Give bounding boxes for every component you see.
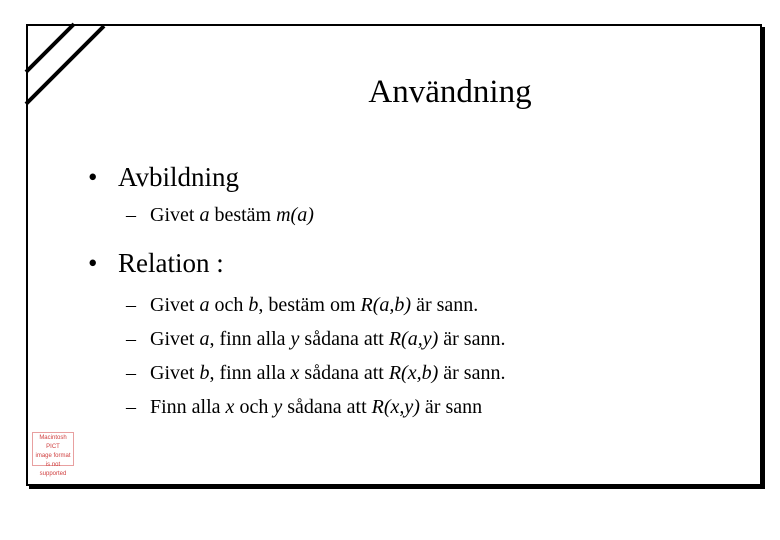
italic-term: b — [199, 362, 210, 384]
text-segment: är sann. — [438, 328, 506, 350]
text-segment: är sann. — [411, 294, 479, 316]
bullet-relation — [88, 246, 505, 424]
text-segment: är sann — [419, 396, 483, 418]
italic-term: R(a,b) — [360, 294, 412, 316]
text-segment: Givet — [150, 362, 200, 384]
slide-title: Användning — [368, 74, 532, 110]
placeholder-line: image format — [35, 453, 71, 459]
text-segment: sådana att — [282, 396, 372, 418]
sub-item-marker: – — [126, 204, 136, 226]
italic-term: b — [248, 294, 259, 316]
sub-list — [118, 198, 505, 232]
sub-list — [118, 288, 505, 424]
italic-term: a — [199, 328, 210, 350]
italic-term: a — [199, 204, 210, 226]
text-segment: Givet — [150, 328, 200, 350]
italic-term: y — [290, 328, 300, 350]
text-segment: , bestäm om — [258, 294, 361, 316]
italic-term: x — [290, 362, 300, 384]
bullet-avbildning — [88, 160, 505, 232]
text-segment: Givet — [150, 204, 200, 226]
text-segment: bestäm — [209, 204, 277, 226]
text-segment: Finn alla — [150, 396, 226, 418]
sub-item — [118, 356, 505, 390]
sub-item — [118, 288, 505, 322]
sub-item-marker: – — [126, 362, 136, 384]
placeholder-line: is not supported — [39, 462, 67, 477]
placeholder-line: Macintosh PICT — [39, 435, 67, 450]
text-segment: Givet — [150, 294, 200, 316]
bullet-marker: • — [88, 162, 98, 192]
unsupported-image-placeholder — [32, 432, 74, 477]
bullet-marker: • — [88, 248, 98, 278]
bullet-label: Relation : — [118, 248, 224, 278]
italic-term: R(x,y) — [371, 396, 420, 418]
sub-item — [118, 390, 505, 424]
sub-item — [118, 198, 505, 232]
sub-item-marker: – — [126, 328, 136, 350]
bullet-list — [88, 160, 505, 424]
italic-term: R(x,b) — [388, 362, 439, 384]
bullet-label: Avbildning — [118, 162, 239, 192]
text-segment: sådana att — [299, 328, 389, 350]
italic-term: x — [225, 396, 235, 418]
sub-item-marker: – — [126, 396, 136, 418]
italic-term: y — [273, 396, 283, 418]
text-segment: och — [209, 294, 249, 316]
text-segment: , finn alla — [209, 362, 291, 384]
text-segment: , finn alla — [209, 328, 291, 350]
text-segment: och — [234, 396, 274, 418]
sub-item — [118, 322, 505, 356]
text-segment: är sann. — [438, 362, 506, 384]
italic-term: m(a) — [276, 204, 314, 226]
italic-term: R(a,y) — [388, 328, 439, 350]
text-segment: sådana att — [299, 362, 389, 384]
italic-term: a — [199, 294, 210, 316]
sub-item-marker: – — [126, 294, 136, 316]
